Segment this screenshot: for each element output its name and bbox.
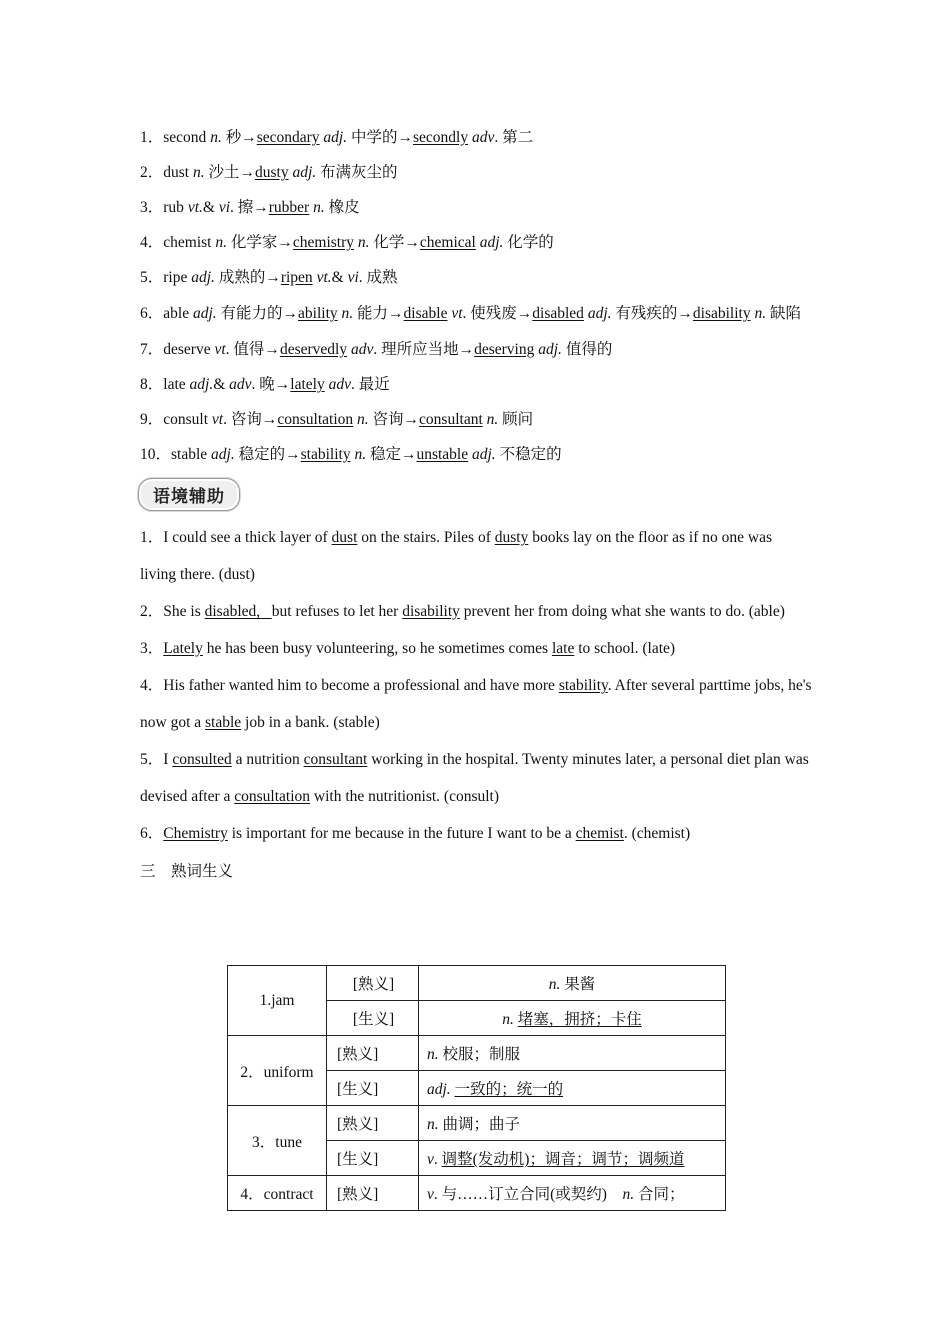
word-list-item (140, 402, 812, 437)
item-number: 2． (140, 164, 164, 181)
sense-tag-cell: [生义] (327, 1001, 419, 1036)
item-number: 6． (140, 305, 164, 322)
sense-tag-cell: [生义] (327, 1071, 419, 1106)
word-list-item (140, 295, 812, 332)
item-number: 9． (140, 411, 164, 428)
context-sentence (140, 815, 812, 852)
part-of-speech: n. (357, 411, 369, 428)
part-of-speech: adv (229, 376, 252, 393)
part-of-speech: n. (754, 305, 767, 322)
text-segment: 校服；制服 (438, 1046, 521, 1063)
answer-word: disability (692, 305, 751, 322)
text-segment: . (433, 1151, 442, 1168)
text-segment: . After several parttime jobs, he's now got a (140, 677, 812, 731)
word-derivation-list (140, 120, 812, 472)
answer-word: stability (558, 677, 608, 694)
headword-cell: 1.jam (228, 966, 327, 1036)
text-segment: consult (163, 411, 212, 428)
text-segment: with the nutritionist. (consult) (310, 788, 500, 805)
text-segment: 化学→ (369, 234, 420, 251)
part-of-speech: n. (622, 1186, 635, 1203)
text-segment: chemist (163, 234, 216, 251)
part-of-speech: n. (427, 1116, 439, 1133)
answer-word: consultant (419, 411, 483, 428)
headword-cell: 4．contract (228, 1176, 327, 1211)
part-of-speech: n. (354, 446, 367, 463)
context-sentence (140, 519, 812, 593)
table-row (228, 1176, 726, 1211)
text-segment: he has been busy volunteering, so he sometimes comes (202, 640, 552, 657)
word-list-item (140, 332, 812, 367)
answer-word: disabled, (204, 603, 272, 620)
text-segment: I (163, 751, 173, 768)
headword-cell: 3．tune (228, 1106, 327, 1176)
word-list-item (140, 437, 812, 472)
item-number: 3． (140, 640, 164, 657)
text-segment: deserve (163, 341, 215, 358)
text-segment: . 使残废→ (462, 305, 533, 322)
answer-word: consultation (234, 788, 311, 805)
part-of-speech: n. (548, 976, 561, 993)
text-segment: is important for me because in the future I want to be a (227, 825, 576, 842)
text-segment: 稳定→ (366, 446, 417, 463)
answer-word: unstable (416, 446, 469, 463)
context-sentence (140, 593, 812, 630)
answer-word: 一致的；统一的 (454, 1081, 564, 1098)
text-segment: 果酱 (560, 976, 596, 993)
text-segment: . 值得→ (225, 341, 280, 358)
context-badge: 语境辅助 (138, 478, 240, 511)
context-sentence (140, 667, 812, 741)
definition-cell (419, 1141, 726, 1176)
answer-word: dust (331, 529, 358, 546)
word-list-item (140, 225, 812, 260)
text-segment: 不稳定的 (495, 446, 562, 463)
text-segment: . 咨询→ (223, 411, 278, 428)
part-of-speech: vt. (316, 269, 332, 286)
text-segment: to school. (late) (574, 640, 676, 657)
answer-word: Lately (163, 640, 203, 657)
text-segment: 缺陷 (766, 305, 801, 322)
answer-word: chemist (575, 825, 624, 842)
part-of-speech: adv (350, 341, 374, 358)
text-segment: able (163, 305, 193, 322)
part-of-speech: n. (357, 234, 370, 251)
context-sentence (140, 741, 812, 815)
text-segment: I could see a thick layer of (163, 529, 332, 546)
part-of-speech: adj. (192, 305, 217, 322)
part-of-speech: vt (451, 305, 463, 322)
text-segment: but refuses to let her (271, 603, 403, 620)
text-segment: . (chemist) (623, 825, 691, 842)
definition-cell (419, 1106, 726, 1141)
part-of-speech: adj. (292, 164, 317, 181)
text-segment: 秒→ (221, 129, 257, 146)
definition-cell (419, 1176, 726, 1211)
text-segment: books lay on the floor as if no one was living there. (dust) (140, 529, 772, 583)
item-number: 8． (140, 376, 164, 393)
answer-word: disable (403, 305, 448, 322)
word-list-item (140, 190, 812, 225)
answer-word: dusty (255, 164, 289, 181)
text-segment: 橡皮 (324, 199, 360, 216)
answer-word: stability (300, 446, 351, 463)
word-list-item (140, 155, 812, 190)
part-of-speech: n. (341, 305, 354, 322)
answer-word: 堵塞，拥挤；卡住 (517, 1011, 642, 1028)
part-of-speech: adj. (189, 376, 214, 393)
text-segment: 有残疾的→ (611, 305, 693, 322)
sense-tag-cell: [熟义] (327, 966, 419, 1001)
part-of-speech: adj. (191, 269, 215, 286)
sense-tag-cell: [熟义] (327, 1106, 419, 1141)
answer-word: disability (402, 603, 460, 620)
item-number: 5． (140, 751, 164, 768)
answer-word: deserving (474, 341, 535, 358)
table-row (228, 1036, 726, 1071)
text-segment: rub (163, 199, 188, 216)
answer-word: chemistry (292, 234, 354, 251)
part-of-speech: n. (192, 164, 205, 181)
answer-word: ability (298, 305, 338, 322)
document-page (140, 120, 812, 889)
text-segment: second (163, 129, 211, 146)
part-of-speech: n. (313, 199, 325, 216)
answer-word: consulted (172, 751, 232, 768)
item-number: 1． (140, 129, 164, 146)
part-of-speech: v (427, 1186, 434, 1203)
word-list-item (140, 260, 812, 295)
text-segment: job in a bank. (stable) (241, 714, 380, 731)
table-row (228, 1106, 726, 1141)
item-number: 1． (140, 529, 164, 546)
sense-tag-cell: [熟义] (327, 1036, 419, 1071)
context-sentence (140, 630, 812, 667)
text-segment: . 晚→ (251, 376, 291, 393)
part-of-speech: adj. (587, 305, 612, 322)
text-segment: 稳定的→ (234, 446, 301, 463)
answer-word: consultation (277, 411, 354, 428)
context-sentence-list (140, 519, 812, 852)
part-of-speech: vi (218, 199, 230, 216)
item-number: 4． (140, 677, 164, 694)
part-of-speech: n. (210, 129, 222, 146)
section-three-title: 三 熟词生义 (140, 862, 234, 880)
part-of-speech: n. (215, 234, 227, 251)
text-segment: 合同； (634, 1186, 685, 1203)
item-number: 4． (140, 234, 164, 251)
text-segment: . 理所应当地→ (373, 341, 475, 358)
text-segment: dust (163, 164, 193, 181)
text-segment: 中学的→ (347, 129, 413, 146)
answer-word: disabled (532, 305, 584, 322)
part-of-speech: v (427, 1151, 434, 1168)
text-segment: 化学家→ (226, 234, 293, 251)
text-segment: . 最近 (351, 376, 390, 393)
text-segment: 咨询→ (368, 411, 420, 428)
answer-word: consultant (303, 751, 368, 768)
answer-word: secondly (413, 129, 469, 146)
part-of-speech: vt (214, 341, 226, 358)
answer-word: Chemistry (163, 825, 228, 842)
headword-cell: 2．uniform (228, 1036, 327, 1106)
text-segment: & (202, 199, 219, 216)
table-row (228, 966, 726, 1001)
text-segment: & (213, 376, 230, 393)
answer-word: dusty (494, 529, 529, 546)
text-segment: prevent her from doing what she wants to do. (able) (459, 603, 785, 620)
text-segment: She is (163, 603, 205, 620)
part-of-speech: adv (328, 376, 351, 393)
text-segment: . 第二 (494, 129, 534, 146)
text-segment: 成熟的→ (214, 269, 281, 286)
text-segment: 布满灰尘的 (316, 164, 398, 181)
text-segment: 化学的 (503, 234, 554, 251)
sense-tag-cell: [熟义] (327, 1176, 419, 1211)
text-segment: . 成熟 (358, 269, 398, 286)
part-of-speech: adj. (323, 129, 348, 146)
answer-word: stable (205, 714, 242, 731)
part-of-speech: adv (471, 129, 495, 146)
part-of-speech: vt (211, 411, 224, 428)
sense-tag-cell: [生义] (327, 1141, 419, 1176)
item-number: 7． (140, 341, 164, 358)
part-of-speech: adj. (472, 446, 496, 463)
answer-word: deservedly (279, 341, 348, 358)
text-segment: His father wanted him to become a professional and have more (163, 677, 559, 694)
item-number: 6． (140, 825, 164, 842)
answer-word: ripen (280, 269, 313, 286)
word-list-item (140, 120, 812, 155)
text-segment: working in the hospital. Twenty minutes later, a personal diet plan was devised after a (140, 751, 809, 805)
text-segment: . 与……订立合同(或契约) (433, 1186, 623, 1203)
item-number: 10． (140, 446, 172, 463)
part-of-speech: adj. (211, 446, 235, 463)
word-meaning-table (227, 965, 726, 1211)
text-segment: 能力→ (353, 305, 404, 322)
text-segment: 曲调；曲子 (438, 1116, 521, 1133)
context-section-header (140, 472, 812, 519)
answer-word: secondary (256, 129, 320, 146)
part-of-speech: n. (502, 1011, 514, 1028)
text-segment: 值得的 (561, 341, 613, 358)
part-of-speech: n. (486, 411, 499, 428)
answer-word: late (551, 640, 575, 657)
text-segment: . 擦→ (230, 199, 269, 216)
definition-cell (419, 966, 726, 1001)
text-segment: stable (171, 446, 212, 463)
answer-word: rubber (268, 199, 310, 216)
item-number: 2． (140, 603, 164, 620)
text-segment: 有能力的→ (216, 305, 299, 322)
part-of-speech: vt. (187, 199, 203, 216)
text-segment: 顾问 (498, 411, 534, 428)
answer-word: 调整(发动机)；调音；调节；调频道 (441, 1151, 685, 1168)
answer-word: chemical (419, 234, 476, 251)
text-segment: on the stairs. Piles of (357, 529, 495, 546)
part-of-speech: vi (347, 269, 359, 286)
definition-cell (419, 1071, 726, 1106)
part-of-speech: adj. (538, 341, 562, 358)
item-number: 3． (140, 199, 164, 216)
item-number: 5． (140, 269, 164, 286)
definition-cell (419, 1001, 726, 1036)
text-segment: ripe (163, 269, 192, 286)
word-list-item (140, 367, 812, 402)
text-segment: late (163, 376, 190, 393)
text-segment: 沙土→ (204, 164, 255, 181)
text-segment: & (331, 269, 348, 286)
part-of-speech: n. (427, 1046, 439, 1063)
definition-cell (419, 1036, 726, 1071)
part-of-speech: adj. (427, 1081, 451, 1098)
answer-word: lately (290, 376, 325, 393)
part-of-speech: adj. (479, 234, 504, 251)
text-segment: a nutrition (231, 751, 304, 768)
